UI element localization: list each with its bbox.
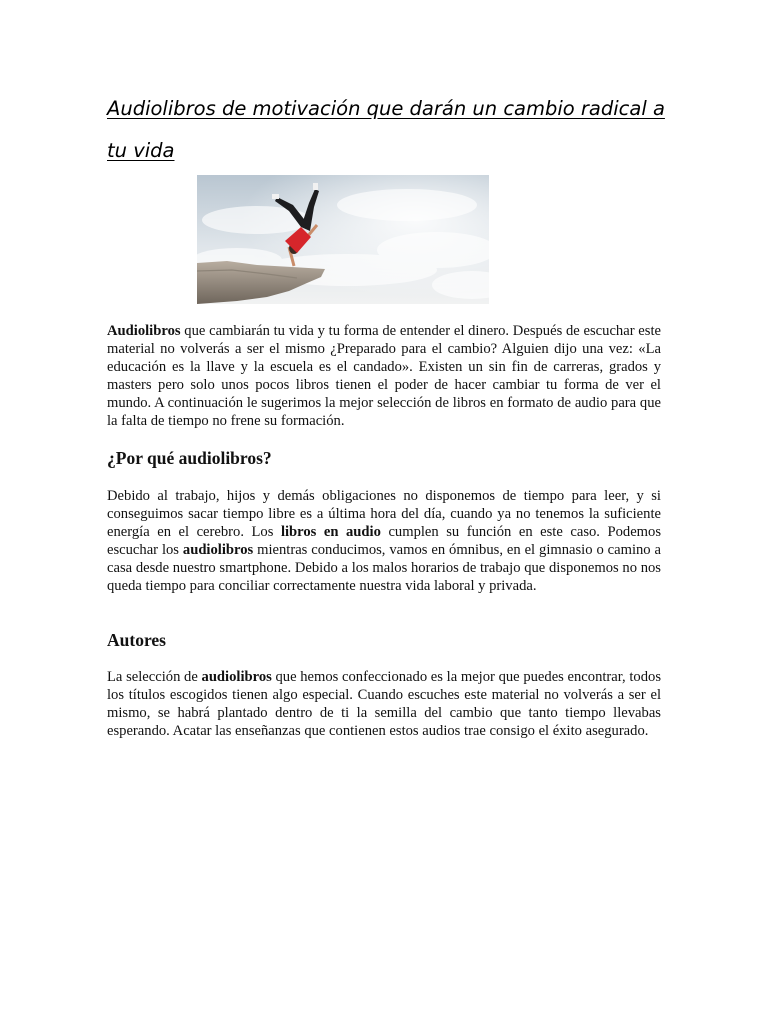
section-heading-authors: Autores — [107, 630, 166, 650]
why-text-3: mientras conducimos, vamos en ómnibus, en el gimnasio o camino a casa desde nuestro smartphone. Debido a los malos horarios de trabajo que disponemos no nos queda tiempo para conciliar correctamente nuestra vida laboral y privada. — [107, 542, 661, 594]
why-text-2: cumplen su función en este caso. Podemos escuchar los — [107, 524, 662, 558]
intro-text: que cambiarán tu vida y tu forma de entender el dinero. Después de escuchar este material no volverás a ser el mismo ¿Preparado para el cambio? Alguien dijo una vez: «La educación es la llave y la escuela es el candado». Existen un sin fin de carreras, grados y masters pero solo unos pocos libros tienen el poder de hacer cambiar tu forma de ver el mundo. A continuación le sugerimos la mejor selección de libros en formato de audio para que la falta de tiempo no frene su formación. — [107, 323, 661, 429]
why-bold-1: libros en audio — [280, 524, 381, 540]
why-bold-2: audiolibros — [182, 542, 254, 558]
intro-paragraph — [107, 322, 661, 430]
intro-bold-lead: Audiolibros — [107, 323, 181, 339]
authors-paragraph — [107, 668, 661, 740]
hero-image — [197, 175, 489, 304]
authors-text-2: que hemos confeccionado es la mejor que puedes encontrar, todos los títulos escogidos tienen algo especial. Cuando escuches este material no volverás a ser el mismo, se habrá plantado dentro de ti la semilla del cambio que tanto tiempo llevabas esperando. Acatar las enseñanzas que contienen estos audios trae consigo el éxito asegurado. — [107, 669, 661, 739]
why-paragraph — [107, 487, 661, 595]
authors-text-1: La selección de — [107, 669, 202, 685]
why-text-1: Debido al trabajo, hijos y demás obligaciones no disponemos de tiempo para leer, y si conseguimos sacar tiempo libre es a última hora del día, cuando ya no tenemos la suficiente energía en el cerebro. Los — [107, 488, 661, 540]
handstand-cliff-photo — [197, 175, 489, 304]
authors-bold-1: audiolibros — [201, 669, 272, 685]
document-title: Audiolibros de motivación que darán un cambio radical a tu vida — [107, 97, 665, 162]
section-heading-why: ¿Por qué audiolibros? — [107, 448, 272, 468]
